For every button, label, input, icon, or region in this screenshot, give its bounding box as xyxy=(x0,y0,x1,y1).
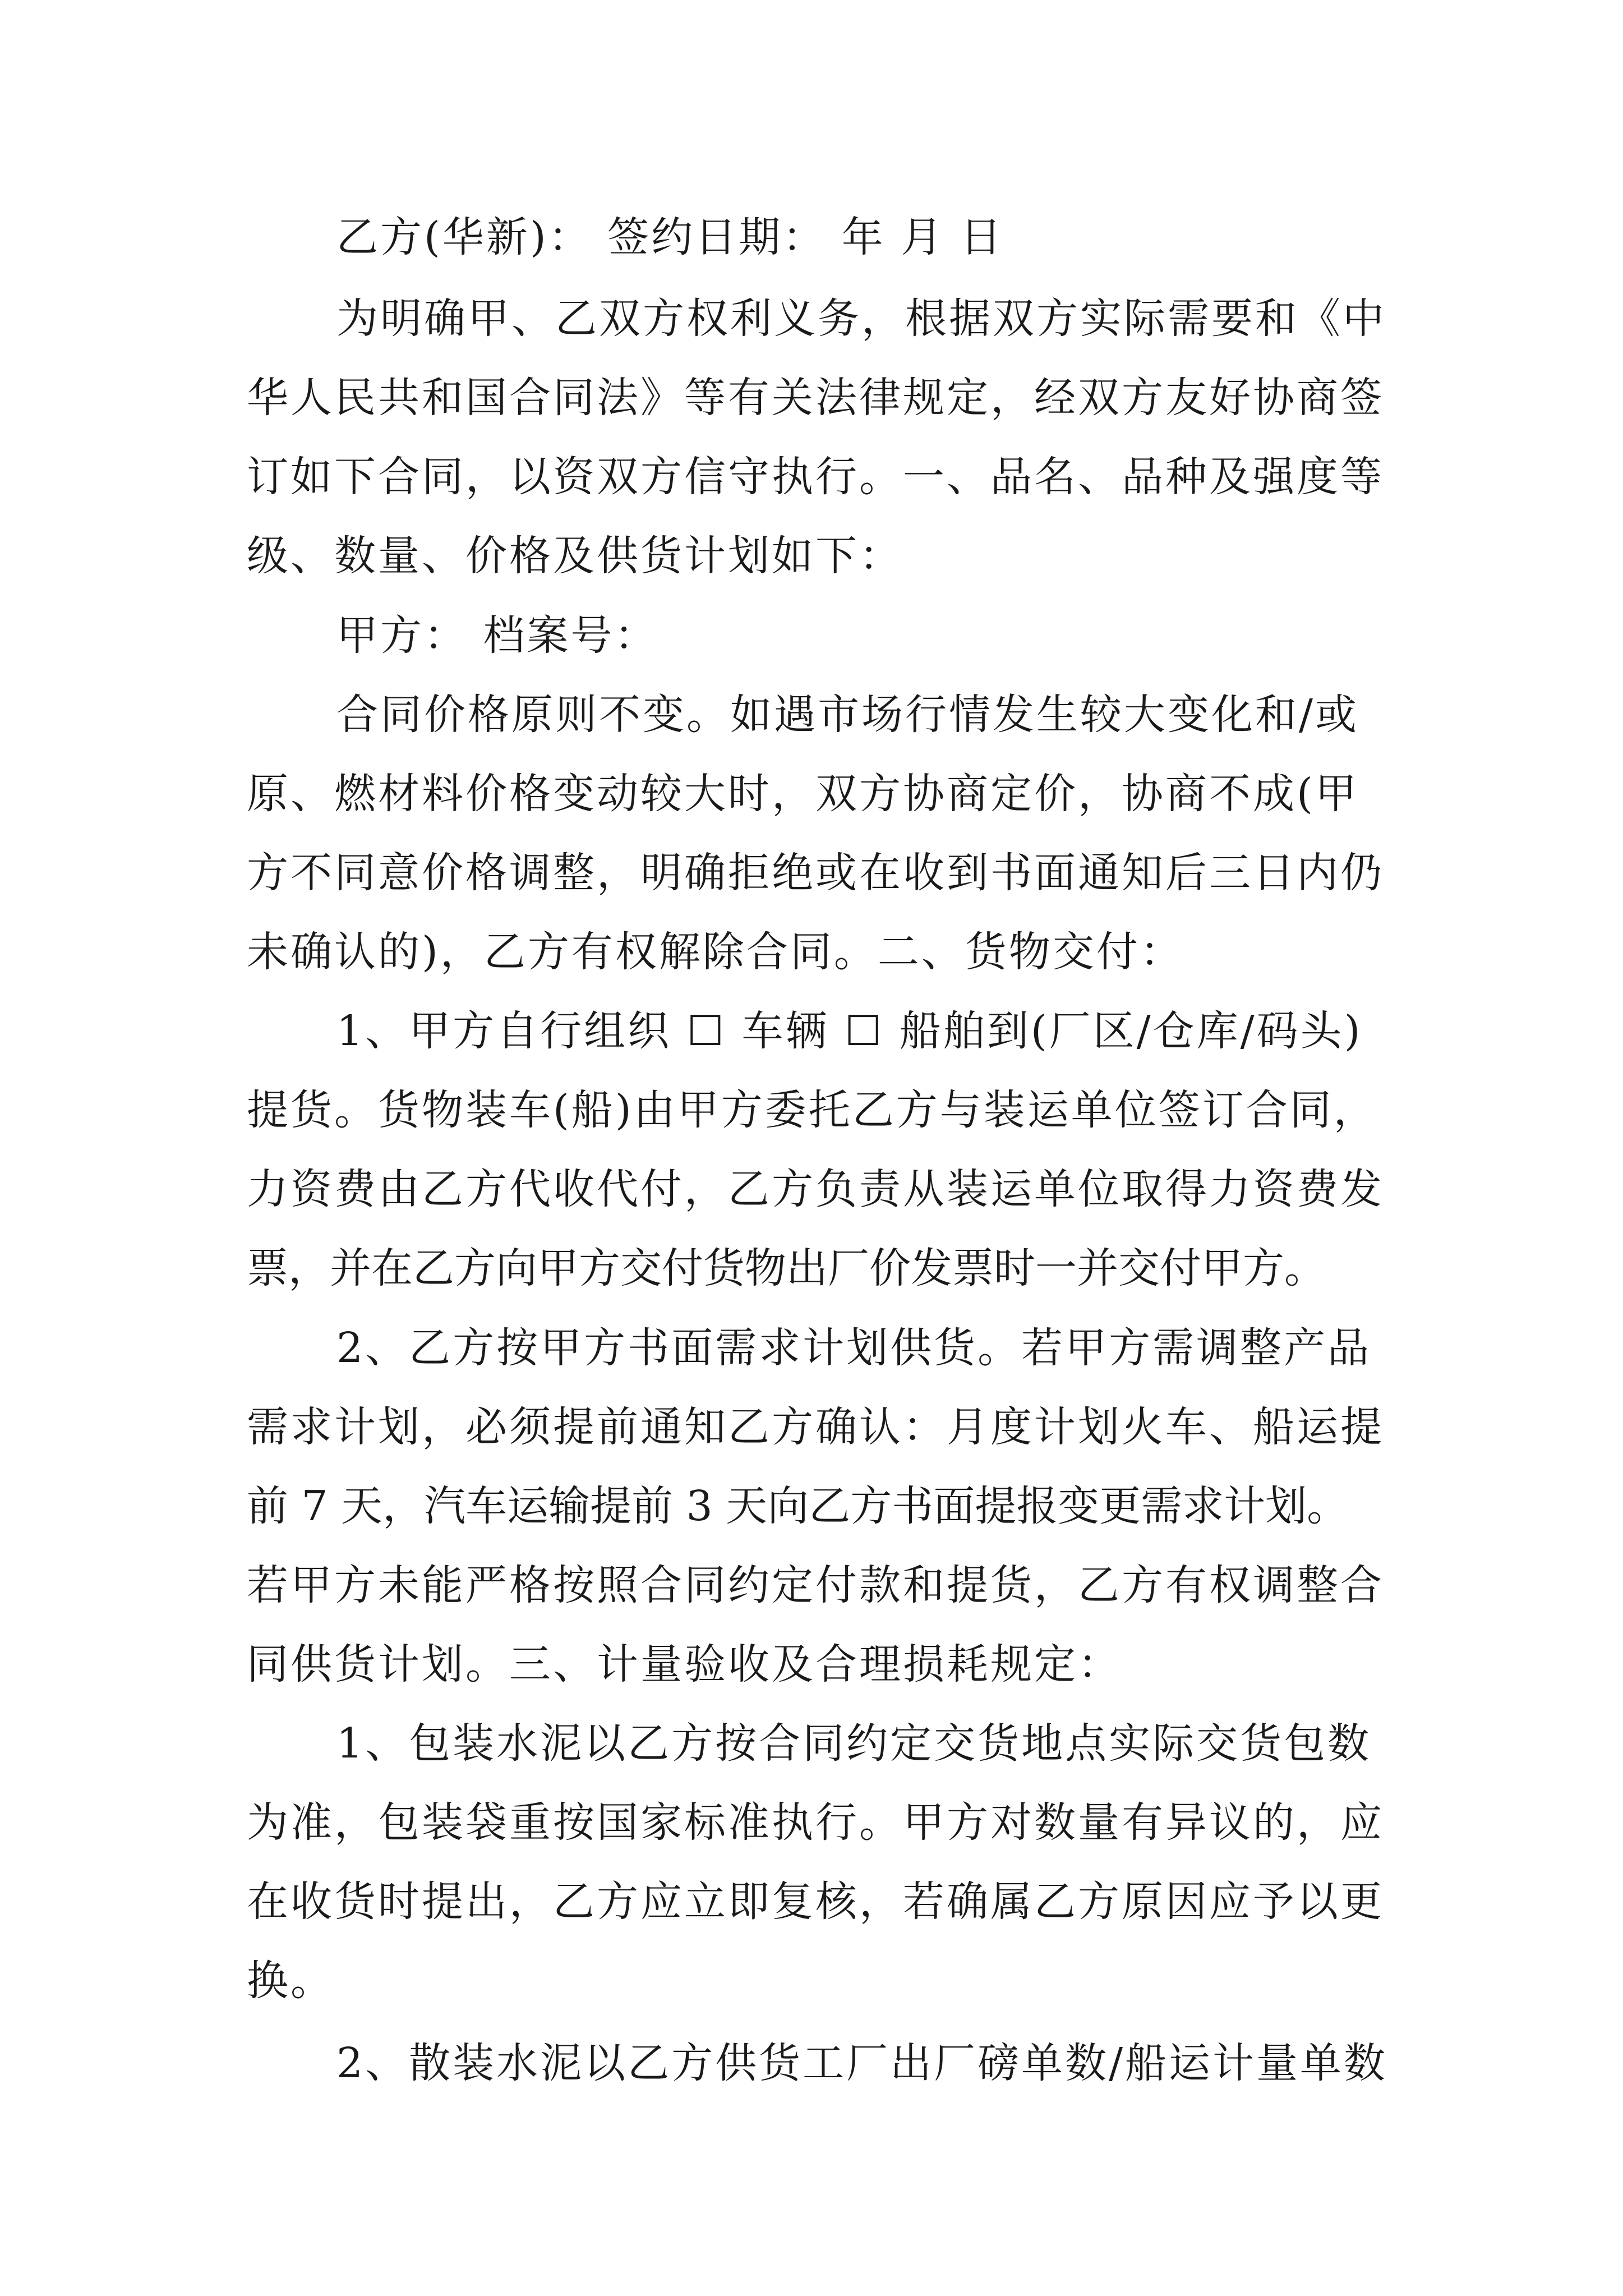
text-line: 提货。货物装车(船)由甲方委托乙方与装运单位签订合同， xyxy=(247,1086,1377,1134)
text-line: 2、乙方按甲方书面需求计划供货。若甲方需调整产品 xyxy=(336,1324,1372,1372)
text-line: 甲方： 档案号： xyxy=(336,611,658,660)
text-line: 前 7 天，汽车运输提前 3 天向乙方书面提报变更需求计划。 xyxy=(247,1482,1349,1530)
text-line: 为准，包装袋重按国家标准执行。甲方对数量有异议的，应 xyxy=(247,1798,1384,1847)
text-line: 原、燃材料价格变动较大时，双方协商定价，协商不成(甲 xyxy=(247,770,1359,818)
text-line: 需求计划，必须提前通知乙方确认：月度计划火车、船运提 xyxy=(247,1403,1384,1451)
text-line: 乙方(华新)： 签约日期： 年 月 日 xyxy=(336,213,1004,261)
text-line: 未确认的)，乙方有权解除合同。二、货物交付： xyxy=(247,928,1184,976)
text-line: 票，并在乙方向甲方交付货物出厂价发票时一并交付甲方。 xyxy=(247,1244,1326,1292)
text-line: 合同价格原则不变。如遇市场行情发生较大变化和/或 xyxy=(336,691,1359,739)
text-line: 华人民共和国合同法》等有关法律规定，经双方友好协商签 xyxy=(247,374,1384,422)
text-line: 同供货计划。三、计量验收及合理损耗规定： xyxy=(247,1640,1122,1688)
text-line: 1、甲方自行组织 ☐ 车辆 ☐ 船舶到(厂区/仓库/码头) xyxy=(336,1007,1363,1055)
text-line: 力资费由乙方代收代付，乙方负责从装运单位取得力资费发 xyxy=(247,1165,1384,1213)
text-line: 1、包装水泥以乙方按合同约定交货地点实际交货包数 xyxy=(336,1719,1372,1768)
text-line: 方不同意价格调整，明确拒绝或在收到书面通知后三日内仍 xyxy=(247,849,1384,897)
text-line: 为明确甲、乙双方权利义务，根据双方实际需要和《中 xyxy=(336,295,1386,343)
text-line: 若甲方未能严格按照合同约定付款和提货，乙方有权调整合 xyxy=(247,1561,1384,1609)
text-line: 级、数量、价格及供货计划如下： xyxy=(247,532,903,580)
text-line: 在收货时提出，乙方应立即复核，若确属乙方原因应予以更 xyxy=(247,1878,1384,1926)
text-line: 换。 xyxy=(247,1957,334,2005)
text-line: 订如下合同，以资双方信守执行。一、品名、品种及强度等 xyxy=(247,453,1384,501)
text-line: 2、散装水泥以乙方供货工厂出厂磅单数/船运计量单数 xyxy=(336,2039,1388,2087)
